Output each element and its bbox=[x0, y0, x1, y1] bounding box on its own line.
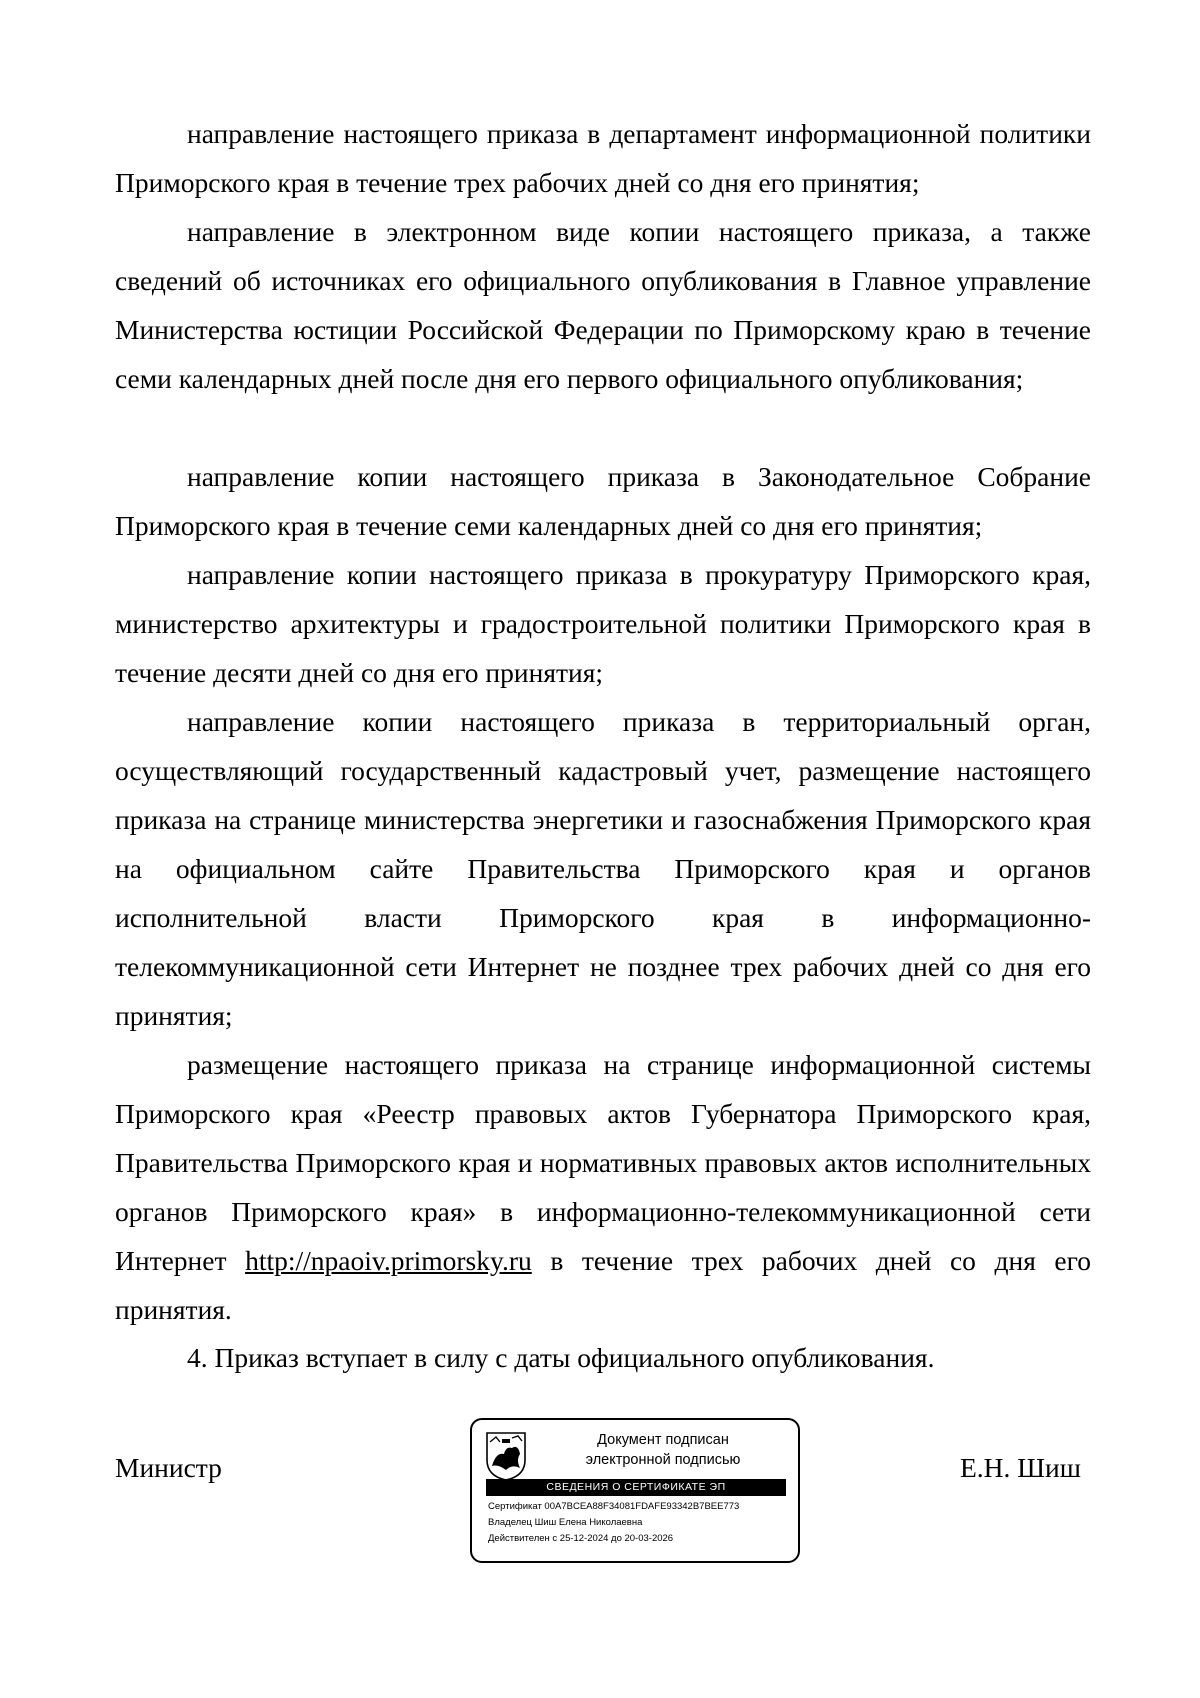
stamp-title bbox=[532, 1430, 794, 1470]
signatory-name: Е.Н. Шиш bbox=[960, 1452, 1081, 1483]
certificate-number: Сертификат 00A7BCEA88F34081FDAFE93342B7BEE773 bbox=[488, 1501, 740, 1512]
electronic-signature-stamp bbox=[470, 1418, 800, 1563]
stamp-title-line1: Документ подписан bbox=[597, 1432, 729, 1448]
certificate-validity: Действителен с 25-12-2024 до 20-03-2026 bbox=[488, 1533, 674, 1544]
registry-link[interactable]: http://npaoiv.primorsky.ru bbox=[245, 1245, 532, 1276]
certificate-owner: Владелец Шиш Елена Николаевна bbox=[488, 1517, 643, 1528]
paragraph-prosecutor: направление копии настоящего приказа в прокуратуру Приморского края, министерство архитектуры и градостроительной политики Приморского края в течение десяти дней со дня его принятия; bbox=[115, 559, 1091, 688]
coat-of-arms-icon bbox=[484, 1430, 528, 1482]
paragraph-ministry-of-justice: направление в электронном виде копии настоящего приказа, а также сведений об источниках его официального опубликования в Главное управление Министерства юстиции Российской Федерации по Приморскому краю в течение семи календарных дней после дня его первого официального опубликования; bbox=[115, 216, 1091, 394]
paragraph-entry-into-force: 4. Приказ вступает в силу с даты официального опубликования. bbox=[187, 1342, 935, 1373]
signatory-position: Министр bbox=[115, 1452, 222, 1483]
certificate-info-bar: СВЕДЕНИЯ О СЕРТИФИКАТЕ ЭП bbox=[486, 1479, 786, 1496]
paragraph-legal-acts-registry bbox=[115, 1040, 1091, 1334]
stamp-title-line2: электронной подписью bbox=[585, 1452, 741, 1468]
paragraph-legislative-assembly: направление копии настоящего приказа в Законодательное Собрание Приморского края в течение семи календарных дней со дня его принятия; bbox=[115, 461, 1091, 541]
paragraph-cadastral-and-website: направление копии настоящего приказа в территориальный орган, осуществляющий государственный кадастровый учет, размещение настоящего приказа на странице министерства энергетики и газоснабжения Приморского края на официальном сайте Правительства Приморского края и органов исполнительной власти Приморского края в информационно-телекоммуникационной сети Интернет не позднее трех рабочих дней со дня его принятия; bbox=[115, 706, 1091, 1031]
registry-text-after: в течение трех рабочих дней со дня его принятия. bbox=[115, 1245, 1091, 1325]
paragraph-informational-policy: направление настоящего приказа в департамент информационной политики Приморского края в течение трех рабочих дней со дня его принятия; bbox=[115, 118, 1091, 198]
registry-text-before: размещение настоящего приказа на странице информационной системы Приморского края «Реестр правовых актов Губернатора Приморского края, Правительства Приморского края и нормативных правовых актов исполнительных органов Приморского края» в информационно-телекоммуникационной сети Интернет bbox=[115, 1049, 1091, 1276]
